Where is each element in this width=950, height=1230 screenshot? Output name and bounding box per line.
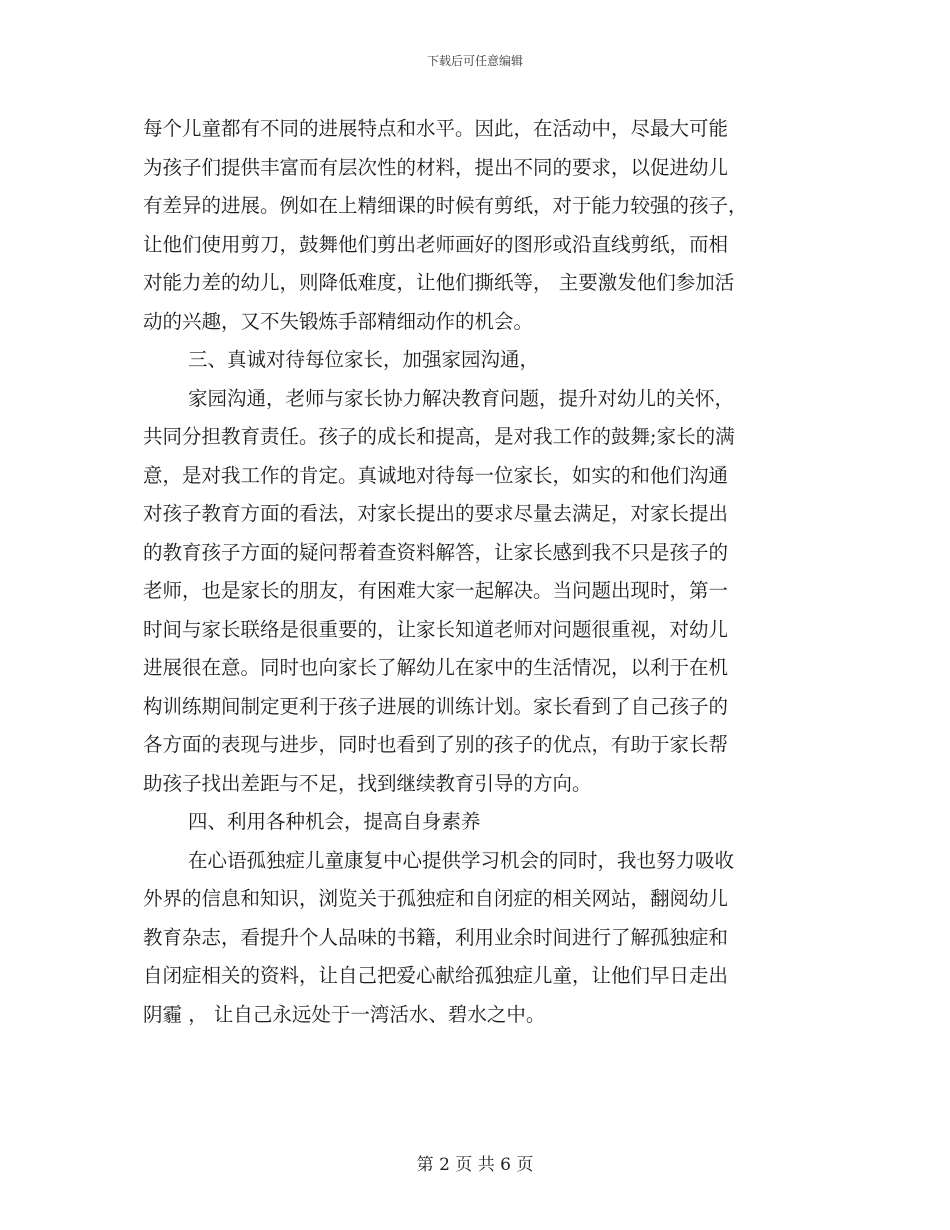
- text-line: 外界的信息和知识，浏览关于孤独症和自闭症的相关网站，翻阅幼儿: [143, 887, 729, 910]
- text-line: 进展很在意。同时也向家长了解幼儿在家中的生活情况，以利于在机: [143, 656, 729, 679]
- text-line: 对能力差的幼儿，则降低难度，让他们撕纸等， 主要激发他们参加活: [143, 271, 735, 294]
- text-line: 在心语孤独症儿童康复中心提供学习机会的同时，我也努力吸收: [188, 848, 735, 872]
- text-line: 构训练期间制定更利于孩子进展的训练计划。家长看到了自己孩子的: [143, 694, 729, 718]
- text-line: 为孩子们提供丰富而有层次性的材料，提出不同的要求，以促进幼儿: [143, 155, 729, 179]
- text-line: 意，是对我工作的肯定。真诚地对待每一位家长，如实的和他们沟通: [143, 463, 729, 487]
- text-line: 动的兴趣，又不失锻炼手部精细动作的机会。: [143, 309, 534, 333]
- text-line: 每个儿童都有不同的进展特点和水平。因此，在活动中，尽最大可能: [143, 117, 729, 140]
- text-line: 共同分担教育责任。孩子的成长和提高，是对我工作的鼓舞;家长的满: [143, 425, 735, 448]
- document-body: [143, 110, 808, 1034]
- header-note: 下载后可任意编辑: [426, 54, 523, 68]
- text-line: 老师，也是家长的朋友，有困难大家一起解决。当问题出现时，第一: [143, 579, 729, 602]
- text-line: 助孩子找出差距与不足，找到继续教育引导的方向。: [143, 771, 592, 795]
- page-number: 第 2 页 共 6 页: [416, 1155, 534, 1175]
- section-heading: 四、利用各种机会，提高自身素养: [188, 810, 481, 833]
- text-line: 有差异的进展。例如在上精细课的时候有剪纸，对于能力较强的孩子，: [143, 194, 748, 217]
- text-line: 家园沟通，老师与家长协力解决教育问题，提升对幼儿的关怀，: [188, 386, 735, 410]
- text-line: 对孩子教育方面的看法，对家长提出的要求尽量去满足，对家长提出: [143, 502, 729, 525]
- text-line: 自闭症相关的资料，让自己把爱心献给孤独症儿童，让他们早日走出: [143, 964, 729, 987]
- text-line: 的教育孩子方面的疑问帮着查资料解答，让家长感到我不只是孩子的: [143, 540, 729, 564]
- section-heading: 三、真诚对待每位家长，加强家园沟通，: [188, 348, 540, 371]
- text-line: 时间与家长联络是很重要的，让家长知道老师对问题很重视，对幼儿: [143, 617, 729, 641]
- text-line: 让他们使用剪刀，鼓舞他们剪出老师画好的图形或沿直线剪纸，而相: [143, 232, 729, 256]
- text-line: 教育杂志，看提升个人品味的书籍，利用业余时间进行了解孤独症和: [143, 925, 729, 949]
- text-line: 阴霾 ， 让自己永远处于一湾活水、碧水之中。: [143, 1002, 546, 1026]
- text-line: 各方面的表现与进步，同时也看到了别的孩子的优点，有助于家长帮: [143, 733, 729, 756]
